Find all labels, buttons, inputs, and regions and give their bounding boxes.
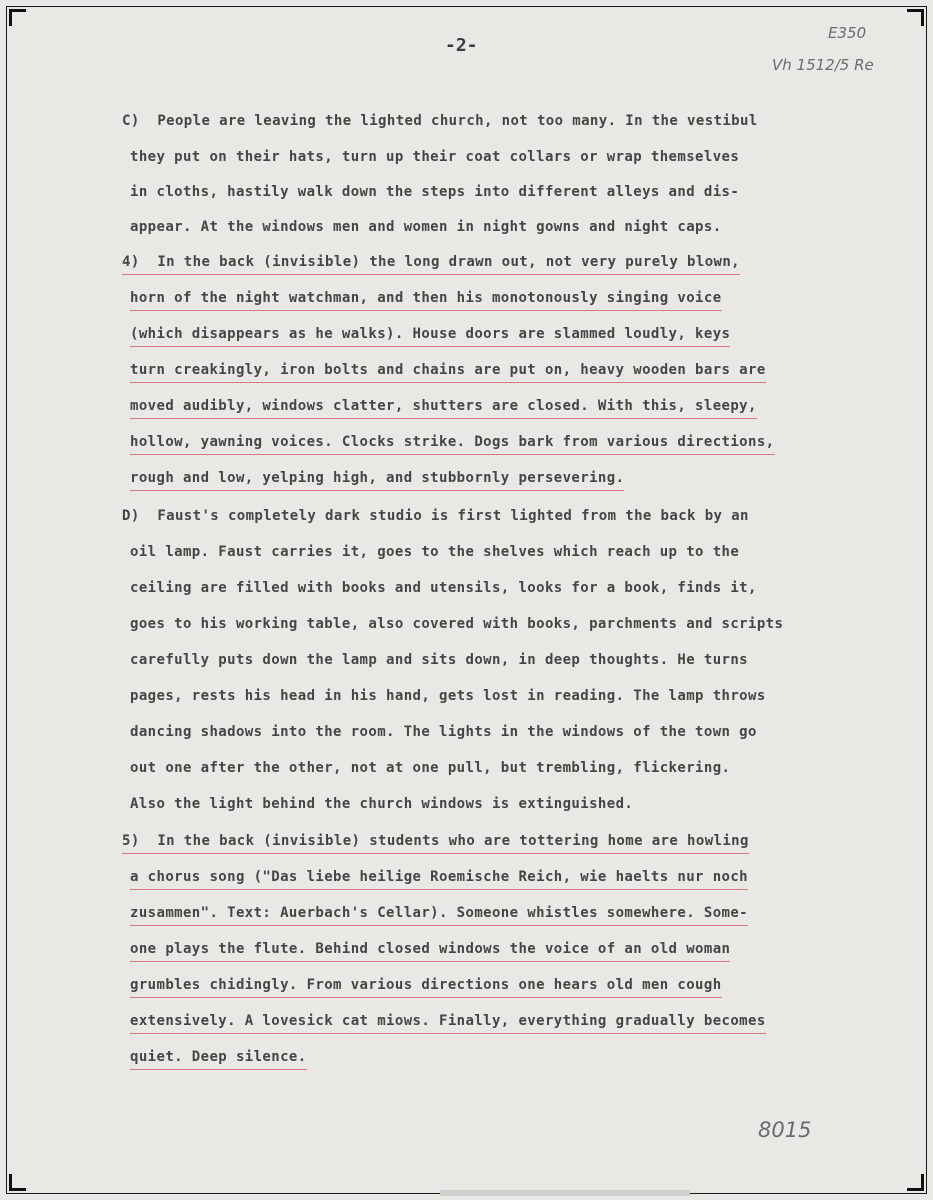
page-number: -2- <box>445 35 478 56</box>
corner-mark <box>907 1174 924 1191</box>
corner-mark <box>907 9 924 26</box>
text-line: dancing shadows into the room. The lights in the windows of the town go <box>130 724 757 740</box>
text-line: C) People are leaving the lighted church, not too many. In the vestibul <box>122 113 758 129</box>
underlined-text-line: one plays the flute. Behind closed windows the voice of an old woman <box>130 940 730 962</box>
handwritten-archive-reference: Vh 1512/5 Re <box>772 56 874 74</box>
text-line: goes to his working table, also covered with books, parchments and scripts <box>130 616 784 632</box>
underlined-text-line: moved audibly, windows clatter, shutters are closed. With this, sleepy, <box>130 397 757 419</box>
corner-mark <box>9 1174 26 1191</box>
underlined-text-line: a chorus song ("Das liebe heilige Roemische Reich, wie haelts nur noch <box>130 868 748 890</box>
text-line: they put on their hats, turn up their coat collars or wrap themselves <box>130 149 740 165</box>
text-line: out one after the other, not at one pull, but trembling, flickering. <box>130 760 731 776</box>
handwritten-archive-code: E350 <box>828 24 867 42</box>
text-line: in cloths, hastily walk down the steps into different alleys and dis- <box>130 184 740 200</box>
text-line: carefully puts down the lamp and sits down, in deep thoughts. He turns <box>130 652 749 668</box>
underlined-text-line: rough and low, yelping high, and stubbornly persevering. <box>130 469 624 491</box>
text-line: Also the light behind the church windows is extinguished. <box>130 796 634 812</box>
underlined-text-line: 5) In the back (invisible) students who are tottering home are howling <box>122 832 749 854</box>
underlined-text-line: grumbles chidingly. From various directions one hears old men cough <box>130 976 722 998</box>
corner-mark <box>9 9 26 26</box>
underlined-text-line: extensively. A lovesick cat miows. Finally, everything gradually becomes <box>130 1012 766 1034</box>
underlined-text-line: (which disappears as he walks). House doors are slammed loudly, keys <box>130 325 730 347</box>
underlined-text-line: 4) In the back (invisible) the long drawn out, not very purely blown, <box>122 253 740 275</box>
underlined-text-line: hollow, yawning voices. Clocks strike. Dogs bark from various directions, <box>130 433 775 455</box>
text-line: appear. At the windows men and women in night gowns and night caps. <box>130 219 722 235</box>
underlined-text-line: quiet. Deep silence. <box>130 1048 307 1070</box>
underlined-text-line: horn of the night watchman, and then his monotonously singing voice <box>130 289 722 311</box>
handwritten-folio-number: 8015 <box>758 1118 812 1142</box>
bottom-stamp-mark <box>440 1190 690 1196</box>
text-line: ceiling are filled with books and utensils, looks for a book, finds it, <box>130 580 757 596</box>
text-line: oil lamp. Faust carries it, goes to the shelves which reach up to the <box>130 544 740 560</box>
text-line: D) Faust's completely dark studio is first lighted from the back by an <box>122 508 749 524</box>
underlined-text-line: turn creakingly, iron bolts and chains are put on, heavy wooden bars are <box>130 361 766 383</box>
text-line: pages, rests his head in his hand, gets lost in reading. The lamp throws <box>130 688 766 704</box>
underlined-text-line: zusammen". Text: Auerbach's Cellar). Someone whistles somewhere. Some- <box>130 904 748 926</box>
